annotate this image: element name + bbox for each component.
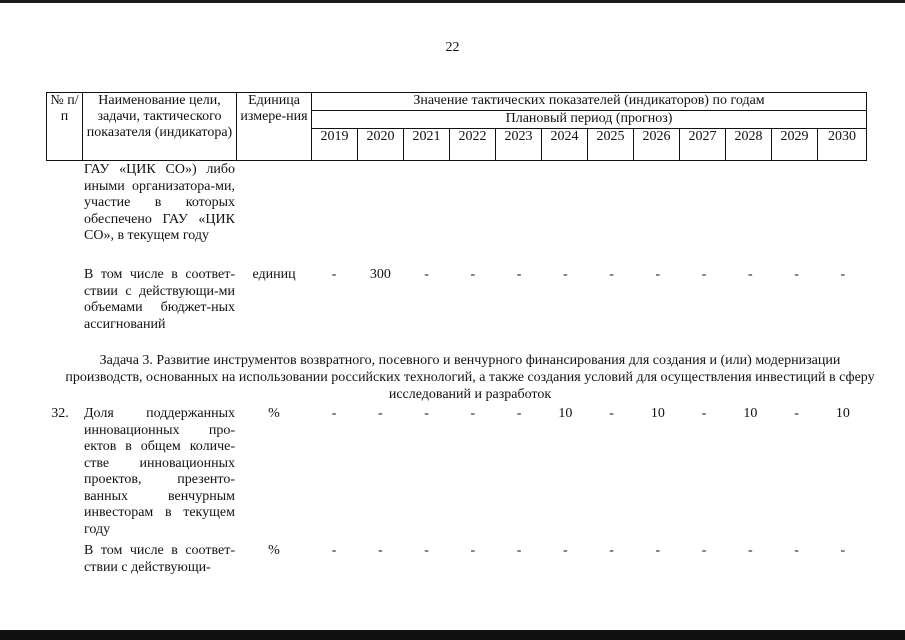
row-value: -: [701, 267, 707, 282]
header-year: 2026: [634, 129, 680, 161]
row-unit: %: [268, 543, 280, 558]
row-value: -: [655, 267, 661, 282]
row-value: 10: [835, 406, 850, 421]
row-value: -: [378, 543, 383, 558]
row-value: -: [609, 267, 614, 282]
row-value: -: [748, 267, 753, 282]
task-heading: Задача 3. Развитие инструментов возвратного, посевного и венчурного финансирования для создания и (или) модернизации производств, основанных на использовании российских технологий, а также создания условий для осуществления инвестиций в сферу исследований и разработок: [65, 353, 875, 402]
row-values: [311, 406, 866, 422]
row-value: -: [516, 406, 522, 421]
header-year: 2022: [450, 129, 496, 161]
row-value: -: [655, 543, 661, 558]
header-year: 2023: [496, 129, 542, 161]
row-value: -: [378, 406, 383, 421]
row-value: -: [701, 406, 707, 421]
header-year: 2020: [358, 129, 404, 161]
top-border-line: [0, 0, 905, 3]
row-value: -: [331, 267, 337, 282]
header-year: 2028: [726, 129, 772, 161]
row-unit: %: [268, 406, 280, 421]
row-unit: единиц: [252, 267, 296, 282]
row-value: 300: [369, 267, 391, 282]
header-plan-period: Плановый период (прогноз): [312, 111, 867, 129]
row-value: -: [470, 406, 476, 421]
row-value: -: [840, 543, 846, 558]
row-value: -: [563, 543, 568, 558]
row-value: -: [794, 543, 799, 558]
row-name: Доля поддержанных инновационных про-ектов в общем количе-стве инновационных проектов, презенто-ванных венчурным инвесторам в текущем году: [84, 406, 235, 537]
header-year: 2019: [312, 129, 358, 161]
row-value: 10: [743, 406, 758, 421]
row-value: -: [470, 543, 476, 558]
header-num: № п/п: [47, 93, 83, 161]
header-year: 2025: [588, 129, 634, 161]
page-number: 22: [445, 40, 460, 55]
row-name: В том числе в соответ-ствии с действующи-ми объемами бюджет-ных ассигнований: [84, 267, 235, 332]
row-value: -: [470, 267, 476, 282]
row-name: В том числе в соответ-ствии с действующи-: [84, 543, 235, 575]
row-value: -: [563, 267, 568, 282]
row-value: -: [424, 543, 429, 558]
header-year: 2027: [680, 129, 726, 161]
row-value: -: [748, 543, 753, 558]
bottom-border-band: [0, 630, 905, 640]
row-number: 32.: [51, 406, 69, 421]
row-value: -: [609, 543, 614, 558]
header-values-title: Значение тактических показателей (индикаторов) по годам: [312, 93, 867, 111]
row-name-continuation: ГАУ «ЦИК СО») либо иными организатора-ми, участие в которых обеспечено ГАУ «ЦИК СО», в текущем году: [84, 162, 235, 243]
header-year: 2030: [818, 129, 867, 161]
row-value: -: [701, 543, 707, 558]
row-value: -: [516, 267, 522, 282]
row-value: -: [331, 543, 337, 558]
row-value: 10: [650, 406, 665, 421]
row-value: -: [609, 406, 614, 421]
row-value: -: [424, 406, 429, 421]
row-value: -: [424, 267, 429, 282]
header-year: 2024: [542, 129, 588, 161]
row-value: -: [516, 543, 522, 558]
header-unit: Единица измере-ния: [237, 93, 312, 161]
row-value: 10: [558, 406, 573, 421]
row-values: [311, 543, 866, 559]
row-values: [311, 267, 866, 283]
header-name: Наименование цели, задачи, тактического показателя (индикатора): [83, 93, 237, 161]
row-value: -: [794, 267, 799, 282]
row-value: -: [794, 406, 799, 421]
header-year: 2021: [404, 129, 450, 161]
header-year: 2029: [772, 129, 818, 161]
table-header: [46, 92, 867, 161]
row-value: -: [840, 267, 846, 282]
row-value: -: [331, 406, 337, 421]
